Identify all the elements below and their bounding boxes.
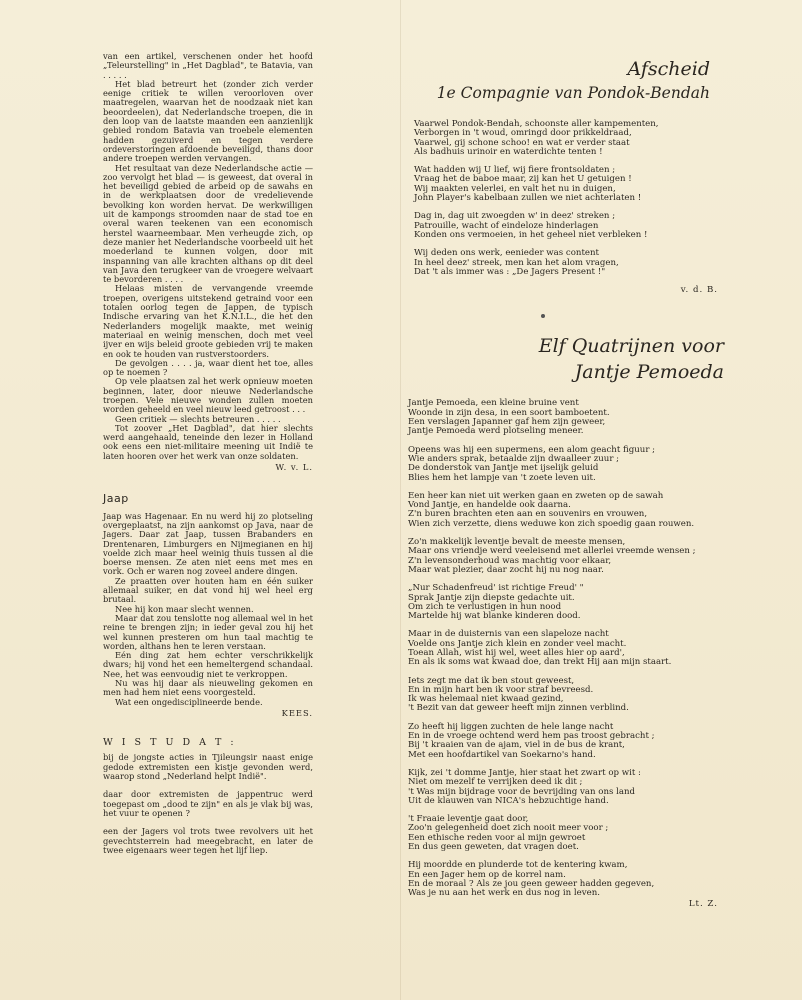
stanza	[408, 815, 758, 852]
poem-line: Woonde in zijn desa, in een soort bamboetent.	[408, 407, 610, 418]
poem-line: En een Jager hem op de korrel nam.	[408, 869, 566, 880]
right-column	[408, 52, 758, 909]
poem-line: 't Fraaie leventje gaat door,	[408, 814, 529, 825]
stanza	[408, 446, 758, 483]
poem-line: Wij deden ons werk, eenieder was content	[414, 248, 599, 259]
intro-signature: W. v. L.	[275, 462, 313, 473]
poem-line: En in mijn hart ben ik voor straf bevreesd.	[408, 684, 594, 695]
wist-item: een der Jagers vol trots twee revolvers uit het gevechtsterrein had meegebracht, en later de twee eigenaars weer tegen het lijf liep.	[103, 826, 313, 855]
poem-line: Uit de klauwen van NICA's hebzuchtige hand.	[408, 795, 609, 806]
poem-line: Z'n buren brachten eten aan en souvenirs en vrouwen,	[408, 509, 648, 520]
poem-line: Als badhuis urinoir en waterdichte tenten !	[414, 146, 603, 157]
afscheid-poem	[408, 120, 758, 277]
poem-line: Een heer kan niet uit werken gaan en zweten op de sawah	[408, 490, 664, 501]
poem-line: Blies hem het lampje van 't zoete leven uit.	[408, 472, 596, 483]
poem-line: Hij moordde en plunderde tot de kentering kwam,	[408, 860, 628, 871]
poem-line: Konden ons vermoeien, in het geheel niet verbleken !	[414, 229, 648, 240]
stanza	[408, 861, 758, 898]
poem-line: Toean Allah, wist hij wel, weet alles hier op aard',	[408, 647, 625, 658]
poem-line: Zo heeft hij liggen zuchten de hele lange nacht	[408, 721, 614, 732]
ink-dot	[541, 314, 545, 318]
stanza	[408, 399, 758, 436]
poem-line: Een ethische reden voor al mijn gewroet	[408, 832, 586, 843]
quatrijnen-title: Elf Quatrijnen voor	[538, 335, 724, 358]
poem-line: Vraag het de baboe maar, zij kan het U getuigen !	[414, 174, 632, 185]
page-fold	[400, 0, 401, 1000]
poem2-signature: Lt. Z.	[688, 898, 718, 909]
paragraph: Ze praatten over houten ham en één suiker allemaal suiker, en dat vond hij wel heel erg brutaal.	[103, 575, 313, 605]
poem-line: Was je nu aan het werk en dus nog in leven.	[408, 888, 600, 899]
paragraph: Jaap was Hagenaar. En nu werd hij zo plotseling overgeplaatst, na zijn aankomst op Java, naar de Jagers. Daar zat Jaap, tussen Brabanders en Drentenaren, Limburgers en Nijmegianen en hij voelde zich maar heel weinig thuis tussen al die boerse mensen. Ze aten niet eens met mes en vork. Och er waren nog zoveel andere dingen.	[103, 510, 313, 577]
wist-u-dat-heading: W I S T U D A T :	[103, 737, 237, 749]
wist-item: daar door extremisten de jappentruc werd toegepast om „dood te zijn" en als je vlak bij was, het vuur te openen ?	[103, 789, 313, 818]
poem-line: Maar wat plezier, daar zocht hij nu nog naar.	[408, 564, 604, 575]
poem-line: Voelde ons Jantje zich klein en zonder veel macht.	[408, 638, 627, 649]
stanza	[408, 538, 758, 575]
poem-line: En als ik soms wat kwaad doe, dan trekt Hij aan mijn staart.	[408, 657, 672, 668]
poem-line: Jantje Pemoeda, een kleine bruine vent	[408, 398, 579, 409]
poem-line: Maar ons vriendje werd veeleisend met allerlei vreemde wensen ;	[408, 546, 696, 557]
poem-line: 't Bezit van dat geweer heeft mijn zinnen verblind.	[408, 703, 629, 714]
poem-line: Verborgen in 't woud, omringd door prikkeldraad,	[414, 128, 632, 139]
poem-line: „Nur Schadenfreud' ist richtige Freud' "	[408, 583, 584, 594]
poem-line: Wij maakten velerlei, en valt het nu in duigen,	[414, 183, 616, 194]
paragraph: Tot zoover „Het Dagblad", dat hier slechts werd aangehaald, teneinde den lezer in Holland ook eens een niet-militaire meening uit Indië te laten hooren over het werk van onze soldaten.	[103, 422, 313, 461]
poem-line: En in de vroege ochtend werd hem pas troost gebracht ;	[408, 731, 655, 742]
paragraph: Wat een ongedisciplineerde bende.	[115, 696, 263, 707]
poem-line: Opeens was hij een supermens, een alom geacht figuur ;	[408, 444, 656, 455]
wist-item: bij de jongste acties in Tjileungsir naast enige gedode extremisten een kistje gevonden werd, waarop stond „Nederland helpt Indië".	[103, 752, 313, 782]
paragraph: Op vele plaatsen zal het werk opnieuw moeten beginnen, later, door nieuwe Nederlandsche troepen. Vele nieuwe wonden zullen moeten worden geheeld en veel nieuw leed getroost . . .	[103, 376, 313, 415]
poem-line: 't Was mijn bijdrage voor de bevrijding van ons land	[408, 786, 636, 797]
stanza	[408, 584, 758, 621]
stanza	[408, 723, 758, 760]
poem-line: Vond Jantje, en handelde ook daarna.	[408, 500, 571, 511]
poem-line: De donderstok van Jantje met ijselijk geluid	[408, 463, 599, 474]
poem-line: Iets zegt me dat ik ben stout geweest,	[408, 675, 575, 686]
poem-line: Wien zich verzette, diens weduwe kon zich spoedig gaan rouwen.	[408, 518, 695, 529]
poem-line: En dus geen geweten, dat vragen doet.	[408, 842, 579, 853]
poem1-signature: v. d. B.	[680, 285, 718, 296]
left-column	[103, 52, 313, 864]
poem-line: Dat 't als immer was : „De Jagers Present !"	[414, 266, 606, 277]
paragraph: Eén ding zat hem echter verschrikkelijk dwars; hij vond het een hemeltergend schandaal. Nee, het was eenvoudig niet te verkroppen.	[103, 650, 313, 679]
poem-line: Z'n levensonderhoud was machtig voor elkaar,	[408, 555, 612, 566]
paragraph: De gevolgen . . . . ja, waar dient het toe, alles op te noemen ?	[103, 357, 313, 378]
poem-line: Maar in de duisternis van een slapeloze nacht	[408, 629, 609, 640]
poem-line: Kijk, zei 't domme Jantje, hier staat het zwart op wit :	[408, 767, 641, 778]
poem-line: Vaarwel, gij schone schoo! en wat er verder staat	[414, 137, 630, 148]
poem-line: Ik was helemaal niet kwaad gezind,	[408, 694, 564, 705]
poem-line: John Player's kabelbaan zullen we niet achterlaten !	[414, 193, 642, 204]
poem-line: En de moraal ? Als ze jou geen geweer hadden gegeven,	[408, 878, 655, 889]
paragraph: Nu was hij daar als nieuweling gekomen en men had hem niet eens voorgesteld.	[103, 678, 313, 698]
stanza	[414, 249, 758, 277]
paragraph: Geen critiek — slechts betreuren . . . . .	[115, 413, 281, 424]
jaap-signature: KEES.	[281, 707, 313, 718]
paragraph: Maar dat zou tenslotte nog allemaal wel in het reine te brengen zijn; in ieder geval zou hij het wel kunnen presteren om hun taal machtig te worden, althans hen te leren verstaan.	[103, 612, 313, 651]
stanza	[408, 492, 758, 529]
poem-line: In heel deez' streek, men kan het alom vragen,	[414, 257, 619, 268]
poem-line: Zo'n makkelijk leventje bevalt de meeste mensen,	[408, 537, 626, 548]
paragraph: Helaas misten de vervangende vreemde troepen, overigens uitstekend getraind voor een totalen oorlog tegen de Jappen, de typisch Indische ervaring van het K.N.I.L., die het den Nederlanders mogelijk maakte, met weinig materiaal en weinig menschen, doch met veel ijver en wijs beleid groote gebieden vrij te maken en ook te houden van rustverstoorders.	[103, 283, 313, 359]
poem-line: Zoo'n gelegenheid doet zich nooit meer voor ;	[408, 823, 609, 834]
poem-line: Bij 't kraaien van de ajam, viel in de bus de krant,	[408, 740, 625, 751]
poem-line: Een verslagen Japanner gaf hem zijn geweer,	[408, 417, 606, 428]
poem-line: Niet om mezelf te verrijken deed ik dit ;	[408, 777, 583, 788]
poem-line: Sprak Jantje zijn diepste gedachte uit.	[408, 592, 575, 603]
poem-line: Vaarwel Pondok-Bendah, schoonste aller kampementen,	[414, 119, 659, 129]
stanza	[414, 120, 758, 157]
stanza	[414, 166, 758, 203]
quatrijnen-subtitle: Jantje Pemoeda	[574, 361, 724, 384]
jaap-heading: Jaap	[103, 492, 129, 506]
afscheid-subtitle: 1e Compagnie van Pondok-Bendah	[436, 84, 710, 102]
wist-u-dat-list	[103, 753, 313, 855]
stanza	[408, 769, 758, 806]
poem-line: Wat hadden wij U lief, wij fiere frontsoldaten ;	[414, 165, 616, 176]
paragraph: van een artikel, verschenen onder het hoofd „Teleurstelling" in „Het Dagblad", te Batavia, van . . . . .	[103, 51, 313, 80]
poem-line: Wie anders sprak, betaalde zijn dwaalleer zuur ;	[408, 453, 620, 464]
stanza	[408, 630, 758, 667]
afscheid-title: Afscheid	[627, 58, 710, 80]
quatrijnen-poem	[408, 399, 758, 898]
poem-line: Om zich te verlustigen in hun nood	[408, 601, 562, 612]
poem-line: Met een hoofdartikel van Soekarno's hand.	[408, 749, 596, 760]
jaap-story	[103, 512, 313, 707]
stanza	[408, 677, 758, 714]
dagblad-article	[103, 52, 313, 461]
stanza	[414, 212, 758, 240]
poem-line: Martelde hij wat blanke kinderen dood.	[408, 611, 581, 622]
poem-line: Patrouille, wacht of eindeloze hinderlagen	[414, 220, 599, 231]
paragraph: Het resultaat van deze Nederlandsche actie — zoo vervolgt het blad — is geweest, dat overal in het beveiligd gebied de arbeid op de sawahs en in de werkplaatsen door de vredelievende bevolking kon worden hervat. De werkwilligen uit de kampongs stroomden naar de stad toe en overal waren teekenen van een economisch herstel waarneembaar. Men verheugde zich, op deze manier het Nederlandsche voorbeeld uit het moederland te kunnen volgen, door mit inspanning van alle krachten althans op dit deel van Java den terugkeer van de vroegere welvaart te bevorderen . . . .	[103, 162, 313, 285]
poem-line: Dag in, dag uit zwoegden w' in deez' streken ;	[414, 211, 616, 222]
poem-line: Jantje Pemoeda werd plotseling meneer.	[408, 426, 584, 437]
paragraph: Het blad betreurt het (zonder zich verder eenige critiek te willen veroorloven over maatregelen, waarvan het de noodzaak niet kan beoordeelen), dat Nederlandsche troepen, die in den loop van de laatste maanden een aanzienlijk gebied rondom Batavia van troebele elementen hadden gezuiverd en tegen verdere ordeverstoringen afdoende beveiligd, thans door andere troepen werden vervangen.	[103, 78, 313, 164]
paragraph: Nee hij kon maar slecht wennen.	[115, 603, 254, 614]
